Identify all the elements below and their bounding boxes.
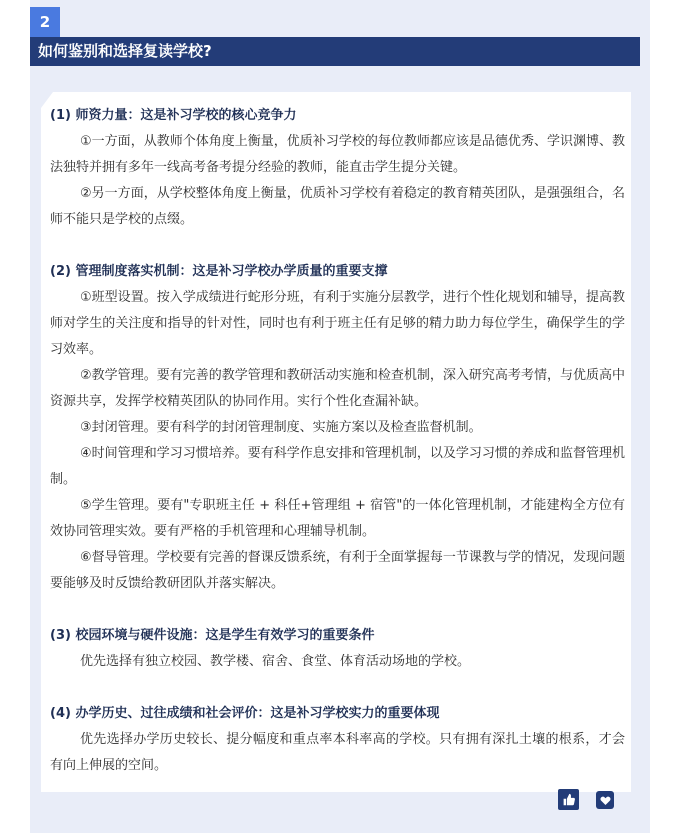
- paragraph: ⑥督导管理。学校要有完善的督课反馈系统，有利于全面掌握每一节课教与学的情况，发现问题要能够及时反馈给教研团队并落实解决。: [50, 550, 625, 591]
- section-heading: (2) 管理制度落实机制：这是补习学校办学质量的重要支撑: [50, 264, 388, 279]
- section-heading: (1) 师资力量：这是补习学校的核心竞争力: [50, 108, 297, 123]
- paragraph: ③封闭管理。要有科学的封闭管理制度、实施方案以及检查监督机制。: [80, 420, 482, 435]
- thumbs-up-glyph: [562, 793, 575, 806]
- section-title: 如何鉴别和选择复读学校?: [30, 37, 640, 66]
- paragraph: ④时间管理和学习习惯培养。要有科学作息安排和管理机制，以及学习习惯的养成和监督管理机制。: [50, 446, 625, 487]
- article-content: [50, 103, 625, 779]
- thumbs-up-icon[interactable]: [558, 789, 579, 810]
- paragraph: ②另一方面，从学校整体角度上衡量，优质补习学校有着稳定的教育精英团队，是强强组合，名师不能只是学校的点缀。: [50, 186, 625, 227]
- section-management: [50, 259, 625, 597]
- paragraph: ⑤学生管理。要有"专职班主任 + 科任+管理组 + 宿管"的一体化管理机制，才能建构全方位有效协同管理实效。要有严格的手机管理和心理辅导机制。: [50, 498, 625, 539]
- section-teachers: [50, 103, 625, 233]
- section-campus: [50, 623, 625, 675]
- paragraph: ①班型设置。按入学成绩进行蛇形分班，有利于实施分层教学，进行个性化规划和辅导，提高教师对学生的关注度和指导的针对性，同时也有利于班主任有足够的精力助力每位学生，确保学生的学习效率。: [50, 290, 625, 357]
- section-heading: (4) 办学历史、过往成绩和社会评价：这是补习学校实力的重要体现: [50, 706, 440, 721]
- heart-glyph: [600, 795, 611, 806]
- heart-icon[interactable]: [596, 791, 614, 809]
- paragraph: 优先选择有独立校园、教学楼、宿舍、食堂、体育活动场地的学校。: [80, 654, 471, 669]
- section-history: [50, 701, 625, 779]
- paragraph: ②教学管理。要有完善的教学管理和教研活动实施和检查机制，深入研究高考考情，与优质高中资源共享，发挥学校精英团队的协同作用。实行个性化查漏补缺。: [50, 368, 625, 409]
- paragraph: 优先选择办学历史较长、提分幅度和重点率本科率高的学校。只有拥有深扎土壤的根系，才会有向上伸展的空间。: [50, 732, 625, 773]
- section-number-badge: 2: [30, 7, 60, 37]
- section-heading: (3) 校园环境与硬件设施：这是学生有效学习的重要条件: [50, 628, 375, 643]
- paragraph: ①一方面，从教师个体角度上衡量，优质补习学校的每位教师都应该是品德优秀、学识渊博、教法独特并拥有多年一线高考备考提分经验的教师，能直击学生提分关键。: [50, 134, 625, 175]
